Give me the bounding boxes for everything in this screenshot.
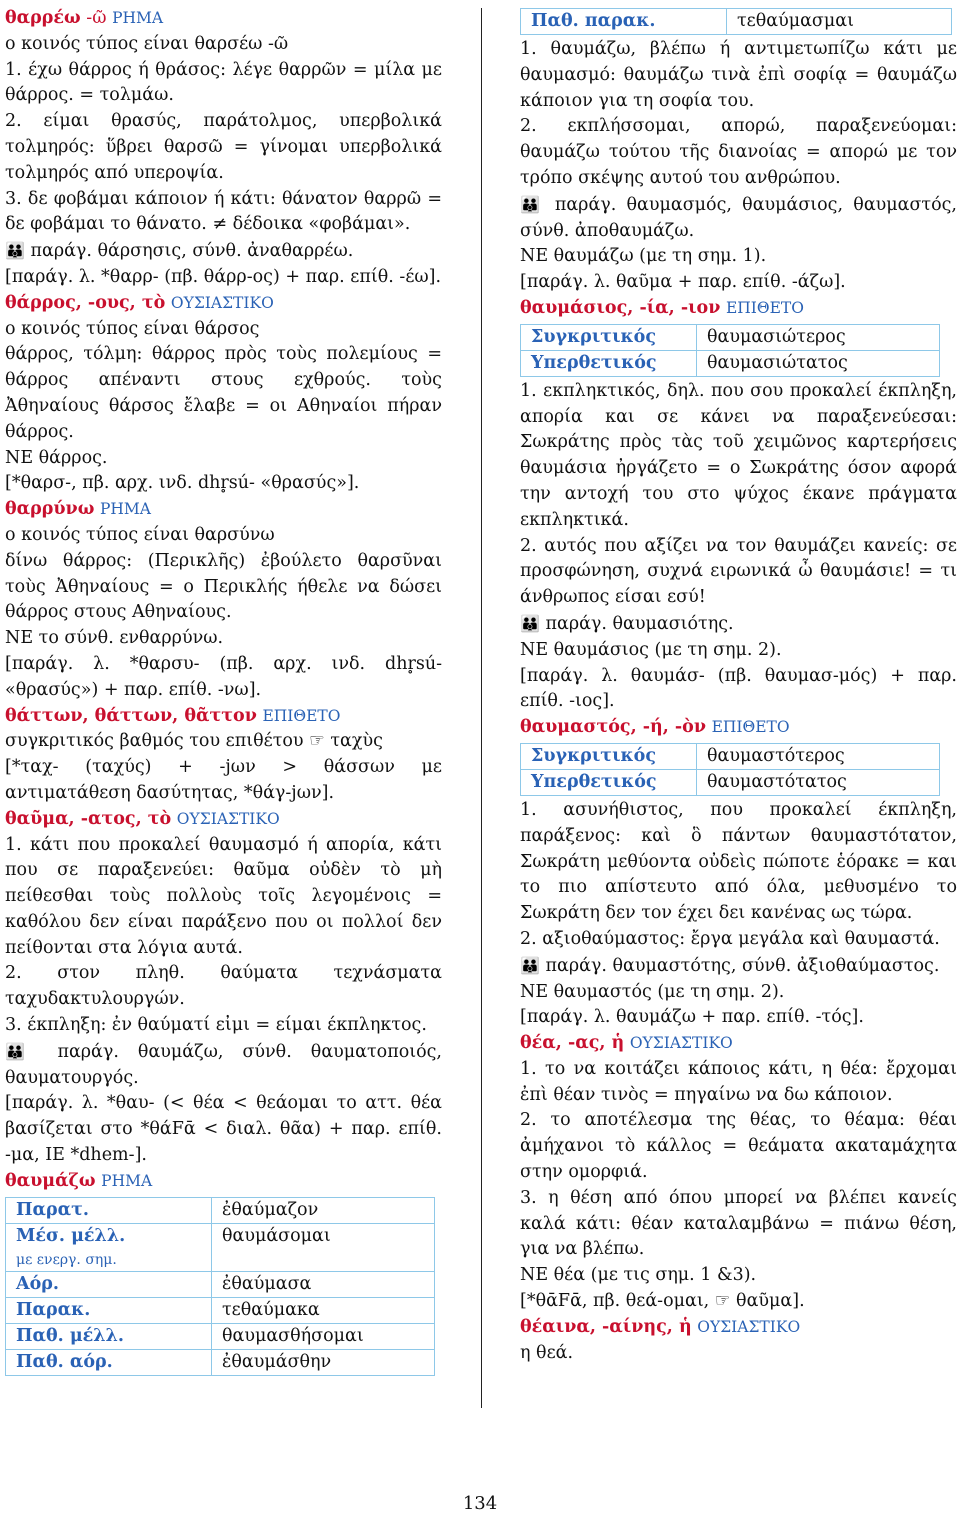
tense-label: Αόρ. — [6, 1271, 212, 1297]
table-row — [6, 1223, 435, 1249]
sense-3: 3. δε φοβάμαι κάποιον ή κάτι: θάνατον θαρρῶ = δε φοβάμαι το θάνατο. ≠ δέδοικα «φοβάμαι». — [5, 188, 442, 235]
sense-1: 1. θαυμάζω, βλέπω ή αντιμετωπίζω κάτι με θαυμασμό: θαυμάζω τινὰ ἐπὶ σοφίᾳ = θαυμάζω κάποιον για τη σοφία του. — [520, 39, 957, 111]
tense-label: Παρατ. — [6, 1197, 212, 1223]
table-row — [521, 324, 940, 350]
tense-label: Παθ. παρακ. — [521, 9, 727, 35]
degree-form: θαυμασιώτερος — [697, 324, 940, 350]
sense-2: 2. εκπλήσσομαι, απορώ, παραξενεύομαι: θαυμάζω τούτου τῆς διανοίας = απορώ με τον τρόπο σκέψης αυτού του ανθρώπου. — [520, 116, 957, 188]
sense-1: 1. εκπληκτικός, δηλ. που σου προκαλεί έκπληξη, απορία και σε κάνει να παραξενεύεσαι: Σωκράτης πρὸς τὰς τοῦ χειμῶνος καρτερήσεις θαυμάσια ἠργάζετο = ο Σωκράτης όσον αφορά την αντοχή του στο ψύχος έκανε πράγματα εκπληκτικά. — [520, 380, 957, 530]
people-icon: 👪 — [520, 955, 540, 975]
sense-1: 1. ασυνήθιστος, που προκαλεί έκπληξη, παράξενος: καὶ ὃ πάντων θαυμαστότατον, Σωκράτη μεθύοντα οὐδεὶς πώποτε ἑόρακε = και το πιο απίστευτο από όλα, μεθυσμένο το Σωκράτη δεν τον έχει δει κανένας ως τώρα. — [520, 799, 957, 924]
headword: θαῦμα, -ατος, τὸ — [5, 808, 172, 829]
sense-2: 2. αξιοθαύμαστος: ἔργα μεγάλα καὶ θαυμαστά. — [520, 928, 940, 949]
part-of-speech: ΡΗΜΑ — [99, 500, 151, 519]
sense-2: 2. το αποτέλεσμα της θέας, το θέαμα: θέαι ἀμήχανοι τὸ κάλλος = θεάματα ακαταμάχητα στην ομορφιά. — [520, 1110, 957, 1183]
headword: θάττων, θάττων, θᾶττον — [5, 705, 257, 726]
tense-label: Παθ. μέλλ. — [6, 1323, 212, 1349]
etymology: [*θαρσ-, πβ. αρχ. ινδ. dhr̥sú- «θρασύς»]. — [5, 473, 360, 494]
etymology: [*ταχ- (ταχύς) + -jων > θάσσων με αντιματάθεση δασύτητας, *θάγ-jων]. — [5, 757, 442, 803]
table-row — [6, 1323, 435, 1349]
part-of-speech: ΟΥΣΙΑΣΤΙΚΟ — [170, 293, 274, 312]
tense-label: Παθ. αόρ. — [6, 1349, 212, 1375]
headword: θαρρύνω — [5, 499, 95, 520]
etymology: [παράγ. λ. *θαρσυ- (πβ. αρχ. ινδ. dhr̥sú- «θρασύς») + παρ. επίθ. -νω]. — [5, 653, 442, 700]
entry-theaina-head — [520, 1315, 957, 1341]
headword: θάρρος, -ους, τὸ — [5, 292, 166, 313]
verb-form: ἐθαυμάσθην — [212, 1349, 435, 1375]
degree-label: Συγκριτικός — [521, 743, 697, 769]
degree-form: θαυμαστότατος — [697, 769, 940, 795]
table-row — [6, 1297, 435, 1323]
definition: δίνω θάρρος: (Περικλῆς) ἐβούλετο θαρσῦναι τοὺς Ἀθηναίους = ο Περικλής ήθελε να δώσει θάρρος στους Αθηναίους. — [5, 550, 442, 623]
degree-label: Υπερθετικός — [521, 350, 697, 376]
comparison-table — [520, 743, 940, 796]
derivatives: 👪 παράγ. θάρσησις, σύνθ. ἀναθαρρέω. — [5, 241, 354, 262]
definition: η θεά. — [520, 1342, 574, 1363]
verb-form: θαυμάσομαι — [212, 1223, 435, 1271]
sense-2: 2. είμαι θρασύς, παράτολμος, υπερβολικά τολμηρός: ὕβρει θαρσῶ = γίνομαι υπερβολικά τολμηρός από υπεροψία. — [5, 111, 442, 183]
entry-thaumazo-head — [5, 1169, 442, 1195]
comparison-table — [520, 324, 940, 377]
etymology: [*θᾱFᾱ, πβ. θεά-ομαι, ☞ θαῦμα]. — [520, 1291, 805, 1312]
part-of-speech: ΕΠΙΘΕΤΟ — [725, 298, 804, 317]
sense-3: 3. η θέση από όπου μπορεί να βλέπει κανείς καλά κάτι: θέαν καταλαμβάνω = πιάνω θέση, για να βλέπω. — [520, 1187, 957, 1260]
modern-greek: ΝΕ θάρρος. — [5, 447, 108, 468]
etymology: [παράγ. λ. θαυμάζω + παρ. επίθ. -τός]. — [520, 1007, 864, 1028]
people-icon: 👪 — [520, 194, 545, 214]
conjugation-table-continued — [520, 8, 952, 35]
modern-greek: ΝΕ το σύνθ. ενθαρρύνω. — [5, 628, 224, 649]
common-form: ο κοινός τύπος είναι θάρσος — [5, 318, 260, 339]
verb-form: ἐθαύμασα — [212, 1271, 435, 1297]
left-column — [5, 6, 442, 1378]
table-row — [521, 769, 940, 795]
common-form: ο κοινός τύπος είναι θαρσύνω — [5, 524, 275, 545]
derivatives: 👪 παράγ. θαυμασιότης. — [520, 613, 734, 634]
part-of-speech: ΕΠΙΘΕΤΟ — [262, 706, 341, 725]
modern-greek: ΝΕ θαυμάσιος (με τη σημ. 2). — [520, 639, 782, 660]
verb-form: τεθαύμασμαι — [727, 9, 952, 35]
modern-greek: ΝΕ θαυμάζω (με τη σημ. 1). — [520, 246, 767, 267]
headword: θαυμάζω — [5, 1170, 96, 1191]
entry-thauma-head — [5, 807, 442, 833]
part-of-speech: ΕΠΙΘΕΤΟ — [711, 718, 790, 737]
table-row — [6, 1349, 435, 1375]
common-form: ο κοινός τύπος είναι θαρσέω -ῶ — [5, 33, 289, 54]
people-icon: 👪 — [5, 1041, 39, 1061]
part-of-speech: ΟΥΣΙΑΣΤΙΚΟ — [697, 1317, 801, 1336]
sense-1: 1. κάτι που προκαλεί θαυμασμό ή απορία, κάτι που σε παραξενεύει: θαῦμα οὐδὲν τὸ μὴ πείθεσθαι τοὺς πολλοὺς τοῖς λεγομένοις = καθόλου δεν είναι παράξενο που οι πολλοί δεν πείθονται στα λόγια αυτά. — [5, 834, 442, 958]
tense-note: με ενεργ. σημ. — [6, 1249, 212, 1272]
entry-tharryno-head — [5, 497, 442, 523]
derivatives: 👪 παράγ. θαυμάζω, σύνθ. θαυματοποιός, θαυματουργός. — [5, 1041, 442, 1088]
part-of-speech: ΡΗΜΑ — [101, 1171, 153, 1190]
headword: θέαινα, -αίνης, ἡ — [520, 1316, 692, 1337]
column-divider — [481, 8, 482, 1408]
table-row — [521, 9, 952, 35]
entry-thaumasios-head — [520, 296, 957, 322]
people-icon: 👪 — [5, 241, 25, 261]
modern-greek: ΝΕ θαυμαστός (με τη σημ. 2). — [520, 981, 785, 1002]
definition: θάρρος, τόλμη: θάρρος πρὸς τοὺς πολεμίους = θάρρος απέναντι στους εχθρούς. τοὺς Ἀθηναίους θάρσος ἔλαβε = οι Αθηναίοι πήραν θάρρος. — [5, 344, 442, 442]
part-of-speech: ΡΗΜΑ — [112, 9, 164, 27]
degree-form: θαυμασιώτατος — [697, 350, 940, 376]
right-column — [520, 6, 957, 1366]
verb-form: θαυμασθήσομαι — [212, 1323, 435, 1349]
conjugation-table — [5, 1197, 435, 1376]
etymology: [παράγ. λ. *θαρρ- (πβ. θάρρ-ος) + παρ. επίθ. -έω]. — [5, 266, 442, 287]
headword: θαρρέω — [5, 8, 81, 28]
people-icon: 👪 — [520, 613, 540, 633]
table-row — [521, 743, 940, 769]
entry-thea-head — [520, 1031, 957, 1057]
etymology: [παράγ. λ. θαυμάσ- (πβ. θαυμασ-μός) + παρ. επίθ. -ιος]. — [520, 665, 957, 712]
tense-label: Παρακ. — [6, 1297, 212, 1323]
headword: θαυμάσιος, -ία, -ιον — [520, 297, 721, 318]
etymology: [παράγ. λ. θαῦμα + παρ. επίθ. -άζω]. — [520, 272, 846, 293]
headword: θέα, -ας, ἡ — [520, 1033, 625, 1054]
sense-2: 2. αυτός που αξίζει να τον θαυμάζει κανείς: σε προσφώνηση, συχνά ειρωνικά ὦ θαυμάσιε! = τι άνθρωπος είσαι εσύ! — [520, 535, 957, 608]
part-of-speech: ΟΥΣΙΑΣΤΙΚΟ — [629, 1034, 733, 1053]
derivatives: 👪 παράγ. θαυμαστότης, σύνθ. ἀξιοθαύμαστος. — [520, 955, 940, 976]
cross-reference: συγκριτικός βαθμός του επιθέτου ☞ ταχὺς — [5, 731, 383, 752]
derivatives: 👪 παράγ. θαυμασμός, θαυμάσιος, θαυμαστός, σύνθ. ἀποθαυμάζω. — [520, 194, 957, 241]
sense-2: 2. στον πληθ. θαύματα τεχνάσματα ταχυδακτυλουργών. — [5, 963, 442, 1010]
verb-form: ἐθαύμαζον — [212, 1197, 435, 1223]
ending: -ῶ — [86, 8, 107, 28]
entry-thatton-head — [5, 704, 442, 730]
part-of-speech: ΟΥΣΙΑΣΤΙΚΟ — [176, 809, 280, 828]
etymology: [παράγ. λ. *θαυ- (< θέα < θεάομαι το αττ. θέα βασίζεται στο *θάFᾱ < διαλ. θᾶα) + παρ. επίθ. -μα, ΙΕ *dhem-]. — [5, 1093, 442, 1166]
sense-1: 1. έχω θάρρος ή θράσος: λέγε θαρρῶν = μίλα με θάρρος. = τολμάω. — [5, 59, 442, 106]
headword: θαυμαστός, -ή, -ὸν — [520, 717, 706, 738]
degree-form: θαυμαστότερος — [697, 743, 940, 769]
entry-thaumastos-head — [520, 715, 957, 741]
sense-3: 3. έκπληξη: ἐν θαύματί εἰμι = είμαι έκπληκτος. — [5, 1015, 427, 1036]
entry-tharros-head — [5, 291, 442, 317]
degree-label: Συγκριτικός — [521, 324, 697, 350]
page-number: 134 — [462, 1493, 498, 1514]
table-row — [6, 1271, 435, 1297]
table-row — [521, 350, 940, 376]
degree-label: Υπερθετικός — [521, 769, 697, 795]
table-row — [6, 1197, 435, 1223]
entry-tharreo-head — [5, 6, 442, 32]
tense-label: Μέσ. μέλλ. — [6, 1223, 212, 1249]
verb-form: τεθαύμακα — [212, 1297, 435, 1323]
modern-greek: ΝΕ θέα (με τις σημ. 1 &3). — [520, 1265, 757, 1286]
sense-1: 1. το να κοιτάζει κάποιος κάτι, η θέα: ἔρχομαι ἐπὶ θέαν τινὸς = πηγαίνω να δω κάποιον. — [520, 1058, 957, 1105]
